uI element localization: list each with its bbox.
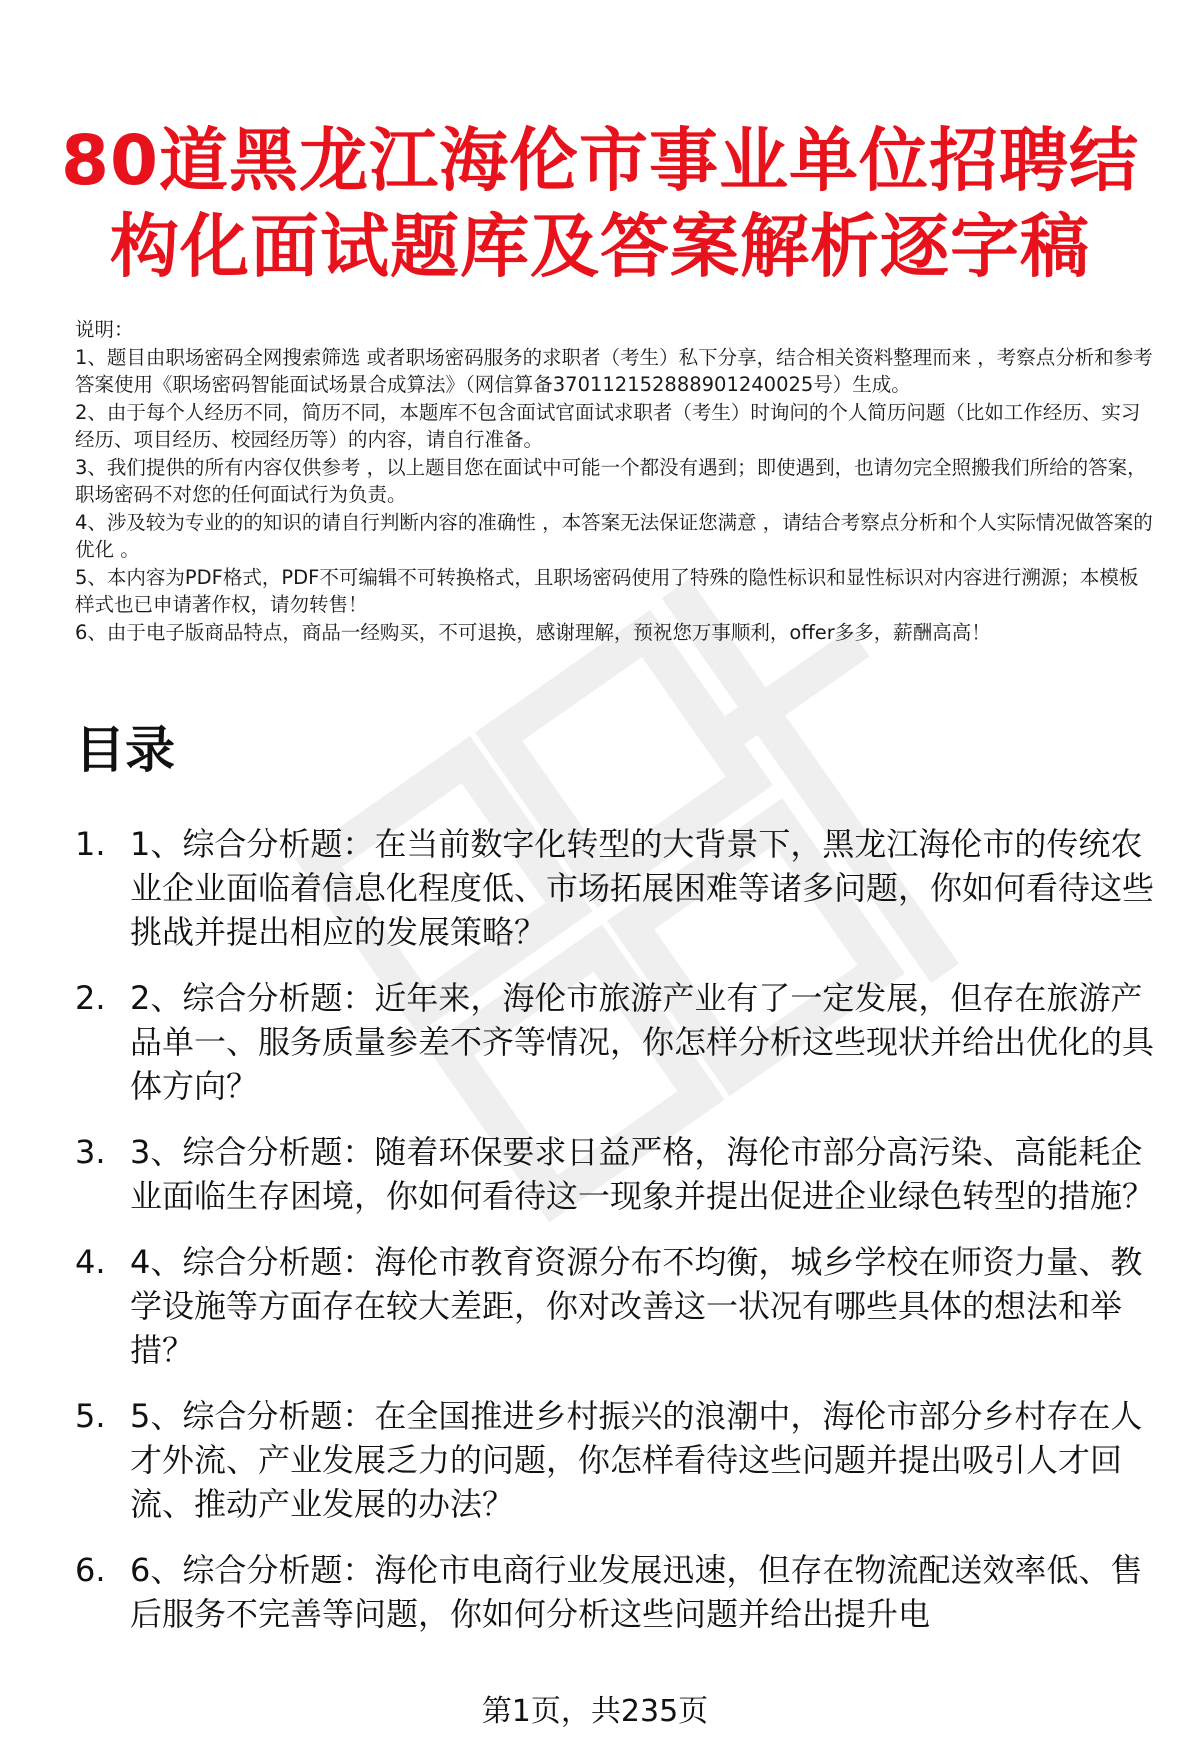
notes-section: [75, 316, 1155, 646]
toc-item-text: 4、综合分析题：海伦市教育资源分布不均衡，城乡学校在师资力量、教学设施等方面存在较大差距，你对改善这一状况有哪些具体的想法和举措？: [130, 1243, 1143, 1369]
document-title: 80道黑龙江海伦市事业单位招聘结构化面试题库及答案解析逐字稿: [60, 121, 1140, 287]
toc-item-text: 1、综合分析题：在当前数字化转型的大背景下，黑龙江海伦市的传统农业企业面临着信息化程度低、市场拓展困难等诸多问题，你如何看待这些挑战并提出相应的发展策略？: [130, 825, 1155, 951]
toc-heading: 目录: [75, 721, 175, 779]
toc-item-number: 5.: [75, 1397, 106, 1435]
toc-item-number: 2.: [75, 979, 106, 1017]
note-item: 5、本内容为PDF格式，PDF不可编辑不可转换格式，且职场密码使用了特殊的隐性标识和显性标识对内容进行溯源；本模板样式也已申请著作权，请勿转售！: [75, 565, 1139, 616]
table-of-contents: [75, 822, 1170, 1658]
toc-item[interactable]: [75, 1240, 1170, 1372]
toc-item[interactable]: [75, 1394, 1170, 1526]
toc-item[interactable]: [75, 822, 1170, 954]
toc-item-text: 6、综合分析题：海伦市电商行业发展迅速，但存在物流配送效率低、售后服务不完善等问题，你如何分析这些问题并给出提升电: [130, 1551, 1143, 1633]
notes-heading: 说明：: [75, 318, 134, 341]
toc-item-text: 2、综合分析题：近年来，海伦市旅游产业有了一定发展，但存在旅游产品单一、服务质量参差不齐等情况，你怎样分析这些现状并给出优化的具体方向？: [130, 979, 1155, 1105]
toc-item-text: 3、综合分析题：随着环保要求日益严格，海伦市部分高污染、高能耗企业面临生存困境，你如何看待这一现象并提出促进企业绿色转型的措施？: [130, 1133, 1155, 1215]
note-item: 2、由于每个人经历不同，简历不同，本题库不包含面试官面试求职者（考生）时询问的个人简历问题（比如工作经历、实习经历、项目经历、校园经历等）的内容，请自行准备。: [75, 400, 1141, 451]
page-footer: 第1页，共235页: [481, 1694, 709, 1729]
toc-item-number: 4.: [75, 1243, 106, 1281]
note-item: 6、由于电子版商品特点，商品一经购买，不可退换，感谢理解，预祝您万事顺利，offer多多，薪酬高高！: [75, 620, 991, 644]
toc-item[interactable]: [75, 976, 1170, 1108]
toc-item-number: 6.: [75, 1551, 106, 1589]
note-item: 1、题目由职场密码全网搜索筛选 或者职场密码服务的求职者（考生）私下分享，结合相关资料整理而来 ，考察点分析和参考答案使用《职场密码智能面试场景合成算法》（网信算备370112152888901240025号）生成。: [75, 345, 1153, 396]
note-item: 4、涉及较为专业的的知识的请自行判断内容的准确性 ，本答案无法保证您满意 ，请结合考察点分析和个人实际情况做答案的优化 。: [75, 510, 1153, 561]
toc-item-number: 3.: [75, 1133, 106, 1171]
toc-item-number: 1.: [75, 825, 106, 863]
toc-item[interactable]: [75, 1548, 1170, 1636]
toc-item-text: 5、综合分析题：在全国推进乡村振兴的浪潮中，海伦市部分乡村存在人才外流、产业发展乏力的问题，你怎样看待这些问题并提出吸引人才回流、推动产业发展的办法？: [130, 1397, 1143, 1523]
toc-item[interactable]: [75, 1130, 1170, 1218]
note-item: 3、我们提供的所有内容仅供参考 ，以上题目您在面试中可能一个都没有遇到；即使遇到，也请勿完全照搬我们所给的答案，职场密码不对您的任何面试行为负责。: [75, 455, 1147, 506]
